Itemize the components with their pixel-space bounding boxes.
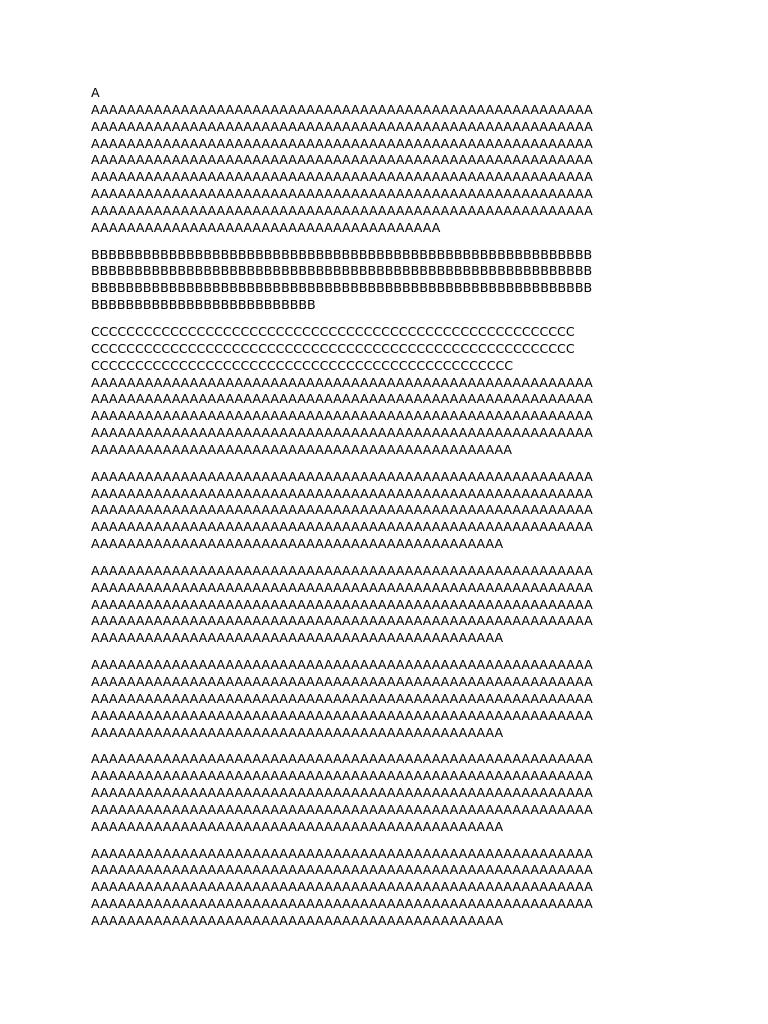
text-line: AAAAAAAAAAAAAAAAAAAAAAAAAAAAAAAAAAAAAAAAAAAAAAAAAAAAAAAA [91,845,593,861]
text-line: AAAAAAAAAAAAAAAAAAAAAAAAAAAAAAAAAAAAAAAAAAAAAAAAAAAAAAAA [91,186,593,202]
document-page [91,85,711,940]
text-line: AAAAAAAAAAAAAAAAAAAAAAAAAAAAAAAAAAAAAAAAAAAAAAAAAAAAAAAA [91,468,593,484]
text-line: AAAAAAAAAAAAAAAAAAAAAAAAAAAAAAAAAAAAAAAAAAAAAAAAAAAAAAAA [91,862,593,878]
text-line: AAAAAAAAAAAAAAAAAAAAAAAAAAAAAAAAAAAAAAAAAAAAAAAAAAAAAAAA [91,785,593,801]
text-line: AAAAAAAAAAAAAAAAAAAAAAAAAAAAAAAAAAAAAAAAAAAAAAAAAAAAAAAA [91,118,593,134]
paragraph-5 [91,563,711,647]
text-line: AAAAAAAAAAAAAAAAAAAAAAAAAAAAAAAAAAAAAAAAAAAAAAAAAAAAAAAA [91,485,593,501]
text-line: AAAAAAAAAAAAAAAAAAAAAAAAAAAAAAAAAAAAAAA [91,219,441,235]
text-line: AAAAAAAAAAAAAAAAAAAAAAAAAAAAAAAAAAAAAAAAAAAAAAAAAAAAAAAA [91,562,593,578]
paragraph-6 [91,657,711,741]
text-line: BBBBBBBBBBBBBBBBBBBBBBBBBB [91,297,316,313]
text-line: AAAAAAAAAAAAAAAAAAAAAAAAAAAAAAAAAAAAAAAAAAAAAAAAAAAAAAAA [91,135,593,151]
paragraph-1 [91,85,711,237]
text-line: CCCCCCCCCCCCCCCCCCCCCCCCCCCCCCCCCCCCCCCCCCCCCCCCCCCCCCC [91,323,575,339]
text-line: AAAAAAAAAAAAAAAAAAAAAAAAAAAAAAAAAAAAAAAAAAAAAAAAAAAAAAAA [91,596,593,612]
text-line: A [91,85,100,100]
text-line: AAAAAAAAAAAAAAAAAAAAAAAAAAAAAAAAAAAAAAAAAAAAAAAAAAAAAAAA [91,674,593,689]
paragraph-3 [91,324,711,459]
paragraph-4 [91,469,711,553]
text-line: AAAAAAAAAAAAAAAAAAAAAAAAAAAAAAAAAAAAAAAAAAAAAAAAAAAAAAAA [91,408,593,424]
text-line: AAAAAAAAAAAAAAAAAAAAAAAAAAAAAAAAAAAAAAAAAAAAAAAAAAAAAAAA [91,202,593,218]
text-line: BBBBBBBBBBBBBBBBBBBBBBBBBBBBBBBBBBBBBBBBBBBBBBBBBBBBBBBBBB [91,280,593,296]
text-line: AAAAAAAAAAAAAAAAAAAAAAAAAAAAAAAAAAAAAAAAAAAAAAAAAAAAAAAA [91,768,593,784]
text-line: AAAAAAAAAAAAAAAAAAAAAAAAAAAAAAAAAAAAAAAAAAAAAAAAAAAAAAAA [91,152,593,168]
text-line: AAAAAAAAAAAAAAAAAAAAAAAAAAAAAAAAAAAAAAAAAAAAAA [91,630,504,646]
text-line: AAAAAAAAAAAAAAAAAAAAAAAAAAAAAAAAAAAAAAAAAAAAAAAAAAAAAAAA [91,613,593,629]
text-line: AAAAAAAAAAAAAAAAAAAAAAAAAAAAAAAAAAAAAAAAAAAAAA [91,536,504,552]
text-line: AAAAAAAAAAAAAAAAAAAAAAAAAAAAAAAAAAAAAAAAAAAAAAAAAAAAAAAA [91,425,593,441]
text-line: AAAAAAAAAAAAAAAAAAAAAAAAAAAAAAAAAAAAAAAAAAAAAAAAAAAAAAAA [91,751,593,767]
text-line: AAAAAAAAAAAAAAAAAAAAAAAAAAAAAAAAAAAAAAAAAAAAAAAAAAAAAAAA [91,801,593,817]
text-line: CCCCCCCCCCCCCCCCCCCCCCCCCCCCCCCCCCCCCCCCCCCCCCCC [91,357,514,373]
text-line: AAAAAAAAAAAAAAAAAAAAAAAAAAAAAAAAAAAAAAAAAAAAAAAAAAAAAAAA [91,169,593,185]
text-line: AAAAAAAAAAAAAAAAAAAAAAAAAAAAAAAAAAAAAAAAAAAAAAAAAAAAAAAA [91,707,593,723]
text-line: AAAAAAAAAAAAAAAAAAAAAAAAAAAAAAAAAAAAAAAAAAAAAAAAAAAAAAAA [91,391,593,407]
text-line: CCCCCCCCCCCCCCCCCCCCCCCCCCCCCCCCCCCCCCCCCCCCCCCCCCCCCCC [91,340,575,356]
text-line: AAAAAAAAAAAAAAAAAAAAAAAAAAAAAAAAAAAAAAAAAAAAAAA [91,441,513,457]
paragraph-8 [91,846,711,930]
text-line: AAAAAAAAAAAAAAAAAAAAAAAAAAAAAAAAAAAAAAAAAAAAAAAAAAAAAAAA [91,896,593,912]
text-line: BBBBBBBBBBBBBBBBBBBBBBBBBBBBBBBBBBBBBBBBBBBBBBBBBBBBBBBBBB [91,246,593,262]
text-line: AAAAAAAAAAAAAAAAAAAAAAAAAAAAAAAAAAAAAAAAAAAAAA [91,724,504,740]
text-line: AAAAAAAAAAAAAAAAAAAAAAAAAAAAAAAAAAAAAAAAAAAAAAAAAAAAAAAA [91,519,593,535]
paragraph-7 [91,751,711,835]
text-line: AAAAAAAAAAAAAAAAAAAAAAAAAAAAAAAAAAAAAAAAAAAAAAAAAAAAAAAA [91,374,593,390]
text-line: AAAAAAAAAAAAAAAAAAAAAAAAAAAAAAAAAAAAAAAAAAAAAAAAAAAAAAAA [91,657,593,673]
text-line: AAAAAAAAAAAAAAAAAAAAAAAAAAAAAAAAAAAAAAAAAAAAAAAAAAAAAAAA [91,579,593,595]
text-line: AAAAAAAAAAAAAAAAAAAAAAAAAAAAAAAAAAAAAAAAAAAAAA [91,912,504,928]
paragraph-2 [91,247,711,314]
text-line: AAAAAAAAAAAAAAAAAAAAAAAAAAAAAAAAAAAAAAAAAAAAAAAAAAAAAAAA [91,502,593,518]
text-line: AAAAAAAAAAAAAAAAAAAAAAAAAAAAAAAAAAAAAAAAAAAAAAAAAAAAAAAA [91,690,593,706]
text-line: BBBBBBBBBBBBBBBBBBBBBBBBBBBBBBBBBBBBBBBBBBBBBBBBBBBBBBBBBB [91,263,593,279]
text-line: AAAAAAAAAAAAAAAAAAAAAAAAAAAAAAAAAAAAAAAAAAAAAAAAAAAAAAAA [91,879,593,895]
text-line: AAAAAAAAAAAAAAAAAAAAAAAAAAAAAAAAAAAAAAAAAAAAAA [91,818,504,834]
text-line: AAAAAAAAAAAAAAAAAAAAAAAAAAAAAAAAAAAAAAAAAAAAAAAAAAAAAAAA [91,101,593,117]
